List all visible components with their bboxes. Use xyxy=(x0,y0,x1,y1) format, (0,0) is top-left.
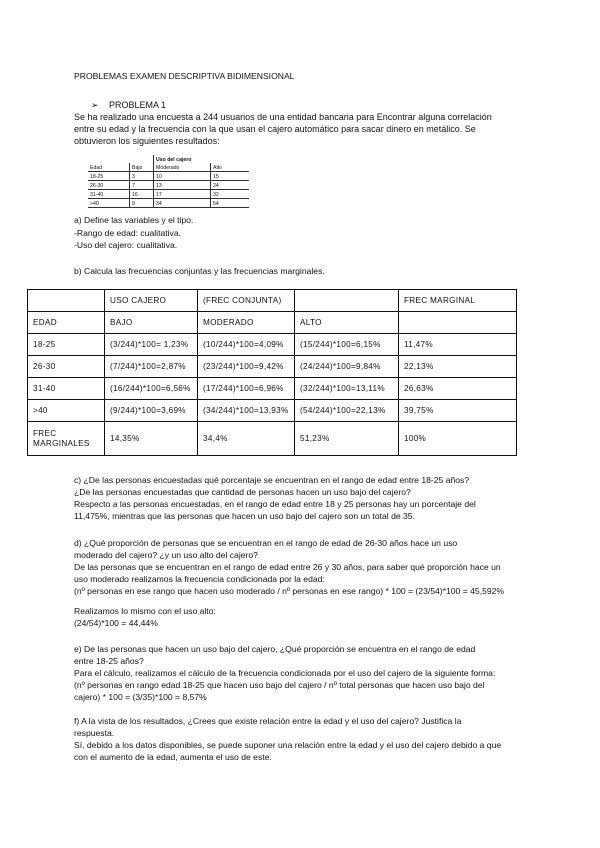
table-row xyxy=(88,181,249,190)
answer-line: De las personas que se encuentran en el rango de edad entre 26 y 30 años, para saber qué proporción hace un xyxy=(74,562,501,572)
header-cell: EDAD xyxy=(28,312,105,334)
cell: 24 xyxy=(211,181,250,190)
cell: 32 xyxy=(211,190,250,199)
header-cell: MODERADO xyxy=(198,312,295,334)
table-row xyxy=(28,378,517,400)
header-cell: Alto xyxy=(211,163,250,172)
document-title: PROBLEMAS EXAMEN DESCRIPTIVA BIDIMENSIONAL xyxy=(74,71,295,81)
cell: 39,75% xyxy=(399,400,517,422)
question-c: c) ¿De las personas encuestadas qué porcentaje se encuentran en el rango de edad entre 18-25 años? xyxy=(74,475,470,485)
cell: (10/244)*100=4,09% xyxy=(198,334,295,356)
cell: 26,63% xyxy=(399,378,517,400)
table-row xyxy=(88,199,249,208)
cell: 34 xyxy=(154,199,211,208)
answer-line: (nº personas en rango edad 18-25 que hacen uso bajo del cajero / nº total personas que hacen uso bajo del xyxy=(74,680,485,690)
answer-line: -Uso del cajero: cualitativa. xyxy=(74,240,178,250)
cell: (7/244)*100=2,87% xyxy=(105,356,198,378)
cell: 3 xyxy=(130,172,154,181)
cell: 18-25 xyxy=(28,334,105,356)
question-e: e) De las personas que hacen un uso bajo del cajero, ¿Qué proporción se encuentra en el rango de edad xyxy=(74,644,476,654)
question-e: entre 18-25 años? xyxy=(74,656,144,666)
intro-line: Se ha realizado una encuesta a 244 usuarios de una entidad bancaria para Encontrar alguna correlación xyxy=(74,112,492,122)
header-cell xyxy=(295,290,399,312)
table-row xyxy=(28,356,517,378)
cell: 11,47% xyxy=(399,334,517,356)
cell: (9/244)*100=3,69% xyxy=(105,400,198,422)
cell: (16/244)*100=6,56% xyxy=(105,378,198,400)
cell: 26-30 xyxy=(28,356,105,378)
cell: (32/244)*100=13,11% xyxy=(295,378,399,400)
question-c: ¿De las personas encuestadas que cantidad de personas hacen un uso bajo del cajero? xyxy=(74,487,411,497)
header-cell xyxy=(399,312,517,334)
question-f: respuesta. xyxy=(74,728,115,738)
cell: (34/244)*100=13,93% xyxy=(198,400,295,422)
cell: (3/244)*100= 1,23% xyxy=(105,334,198,356)
frequency-table xyxy=(27,289,517,456)
cell: (23/244)*100=9,42% xyxy=(198,356,295,378)
answer-line: Realizamos lo mismo con el uso alto: xyxy=(74,606,216,616)
answer-line: (nº personas en ese rango que hacen uso moderado / nº personas en ese rango) * 100 = (23/54)*100 = 45,592% xyxy=(74,586,505,596)
cell: 17 xyxy=(154,190,211,199)
cell: 13 xyxy=(154,181,211,190)
intro-line: obtuvieron los siguientes resultados: xyxy=(74,136,220,146)
cell: 34,4% xyxy=(198,422,295,456)
header-cell: Edad xyxy=(88,163,130,172)
footer-label-line: MARGINALES xyxy=(33,438,90,448)
answer-line: uso moderado realizamos la frecuencia condicionada por la edad: xyxy=(74,574,325,584)
cell: 9 xyxy=(130,199,154,208)
header-cell: Bajo xyxy=(130,163,154,172)
table-row xyxy=(88,172,249,181)
question-d: moderado del cajero? ¿y un uso alto del cajero? xyxy=(74,550,258,560)
cell: 16 xyxy=(130,190,154,199)
table-row xyxy=(28,400,517,422)
table-row xyxy=(28,422,517,456)
cell: 18-25 xyxy=(88,172,130,181)
header-cell: FREC MARGINAL xyxy=(399,290,517,312)
answer-line: -Rango de edad: cualitativa. xyxy=(74,228,182,238)
header-cell: (FREC CONJUNTA) xyxy=(198,290,295,312)
cell: (54/244)*100=22,13% xyxy=(295,400,399,422)
cell: >40 xyxy=(88,199,130,208)
cell: 14,35% xyxy=(105,422,198,456)
answer-line: con el aumento de la edad, aumenta el uso de este. xyxy=(74,752,272,762)
answer-line: Para el cálculo, realizamos el cálculo de la frecuencia condicionada por el uso del cajero de la siguiente forma: xyxy=(74,668,496,678)
cell: 10 xyxy=(154,172,211,181)
cell: (15/244)*100=6,15% xyxy=(295,334,399,356)
header-cell: Moderado xyxy=(154,163,211,172)
problem-heading: PROBLEMA 1 xyxy=(109,100,167,110)
bullet-arrow-icon: ➢ xyxy=(91,100,99,110)
cell: 54 xyxy=(211,199,250,208)
footer-label-line: FREC xyxy=(33,428,57,438)
header-cell: BAJO xyxy=(105,312,198,334)
question-a: a) Define las variables y el tipo. xyxy=(74,215,194,225)
cell: 100% xyxy=(399,422,517,456)
question-f: f) A la vista de los resultados, ¿Crees que existe relación entre la edad y el uso del cajero? Justifica la xyxy=(74,716,462,726)
cell: 15 xyxy=(211,172,250,181)
survey-results-table xyxy=(88,155,249,208)
cell: (17/244)*100=6,96% xyxy=(198,378,295,400)
intro-line: entre su edad y la frecuencia con la que usan el cajero automático para sacar dinero en metálico. Se xyxy=(74,124,476,134)
cell: 31-40 xyxy=(88,190,130,199)
cell: 26-30 xyxy=(88,181,130,190)
answer-line: Respecto a las personas encuestadas, en el rango de edad entre 18 y 25 personas hay un porcentaje del xyxy=(74,499,476,509)
header-cell: USO CAJERO xyxy=(105,290,198,312)
cell: 51,23% xyxy=(295,422,399,456)
header-cell: ALTO xyxy=(295,312,399,334)
question-b: b) Calcula las frecuencias conjuntas y las frecuencias marginales. xyxy=(74,266,325,276)
cell: (24/244)*100=9,84% xyxy=(295,356,399,378)
answer-line: 11,475%, mientras que las personas que hacen un uso bajo del cajero son un total de 35. xyxy=(74,511,415,521)
question-d: d) ¿Qué proporción de personas que se encuentran en el rango de edad de 26-30 años hace un uso xyxy=(74,538,458,548)
answer-line: cajero) * 100 = (3/35)*100 = 8,57% xyxy=(74,692,207,702)
table-row xyxy=(28,334,517,356)
header-cell xyxy=(28,290,105,312)
cell: 7 xyxy=(130,181,154,190)
footer-label xyxy=(28,422,105,456)
cell: 31-40 xyxy=(28,378,105,400)
cell: 22,13% xyxy=(399,356,517,378)
answer-line: (24/54)*100 = 44,44% xyxy=(74,618,158,628)
cell: >40 xyxy=(28,400,105,422)
table-row xyxy=(88,190,249,199)
group-header: Uso del cajero xyxy=(154,155,211,163)
answer-line: Sí, debido a los datos disponibles, se puede suponer una relación entre la edad y el uso del cajero debido a que xyxy=(74,740,502,750)
